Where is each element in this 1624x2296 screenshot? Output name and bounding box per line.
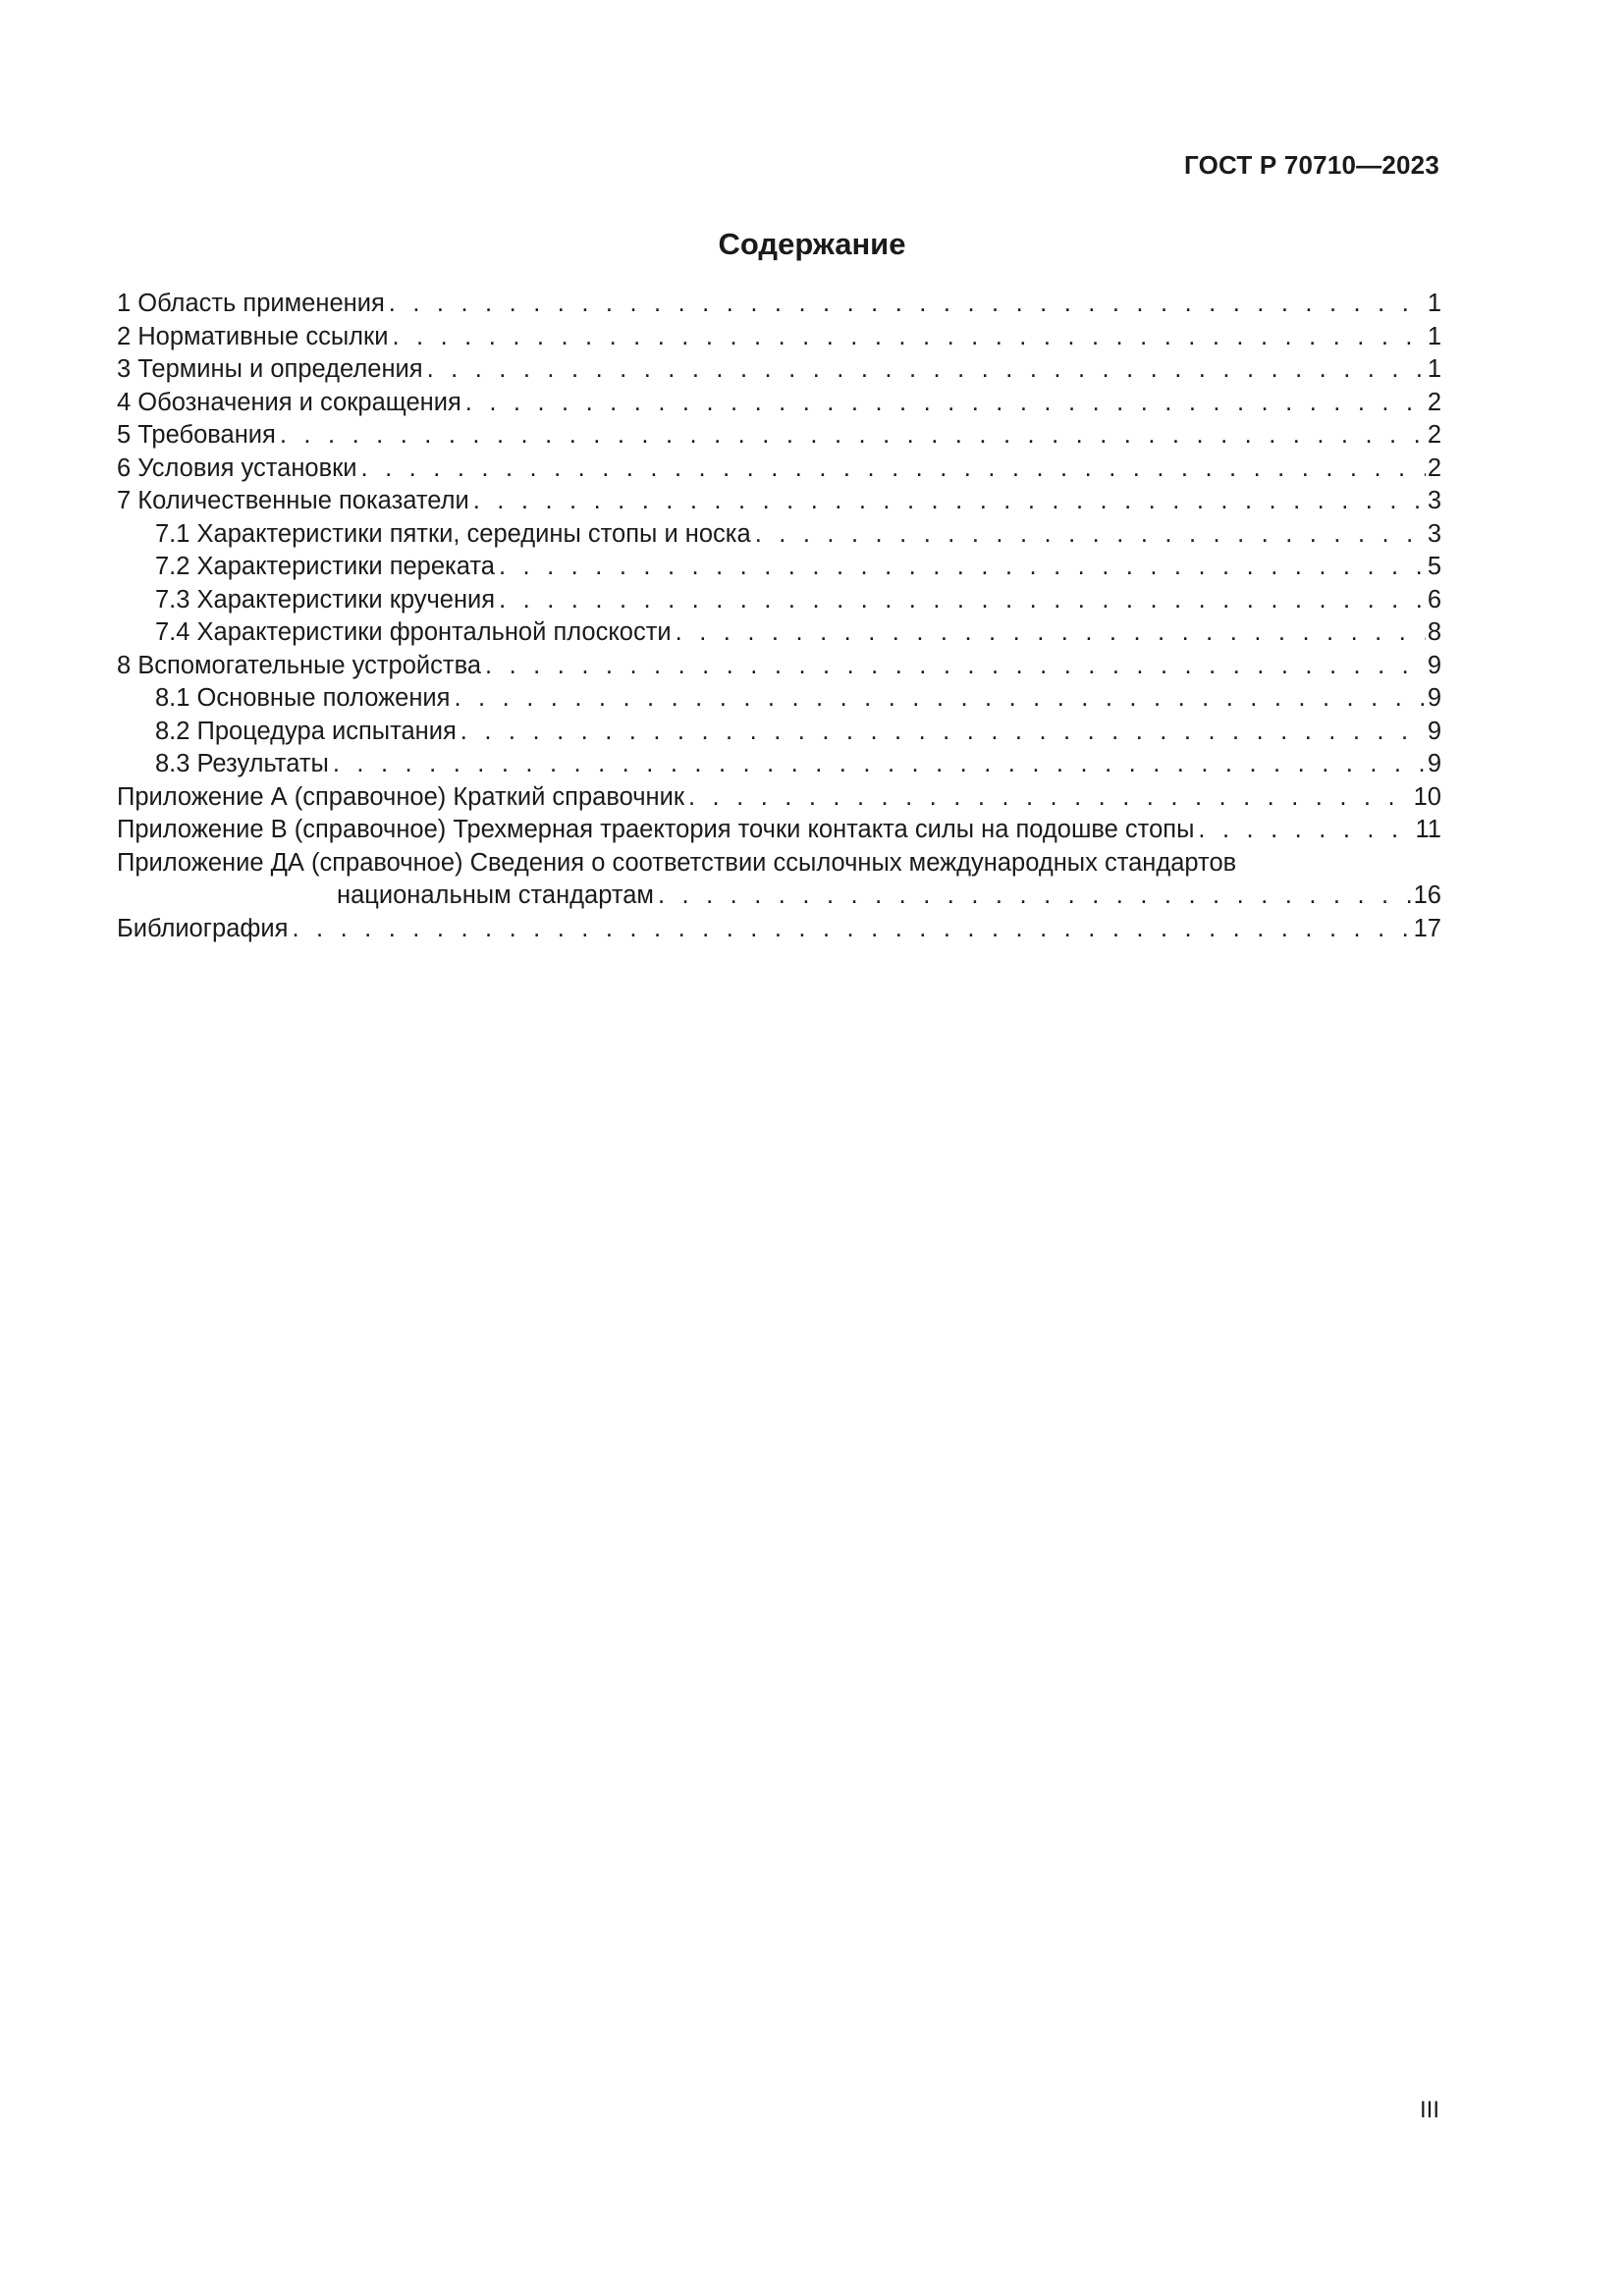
toc-entry-label: 1 Область применения xyxy=(117,290,385,317)
toc-subentry[interactable] xyxy=(117,584,1441,617)
toc-leader-dots xyxy=(460,716,1426,749)
toc-leader-dots xyxy=(688,781,1412,815)
toc-entry-label: Приложение В (справочное) Трехмерная траектория точки контакта силы на подошве стопы xyxy=(117,816,1195,843)
toc-leader-dots xyxy=(499,551,1426,584)
toc-entry-page: 16 xyxy=(1413,881,1441,909)
toc-entry[interactable] xyxy=(117,321,1441,354)
document-code: ГОСТ Р 70710—2023 xyxy=(1184,150,1439,180)
toc-entry-page: 2 xyxy=(1427,454,1441,482)
toc-leader-dots xyxy=(333,748,1426,781)
toc-entry-page: 9 xyxy=(1427,684,1441,712)
toc-entry-label: 6 Условия установки xyxy=(117,454,357,482)
toc-leader-dots xyxy=(389,288,1426,321)
table-of-contents xyxy=(117,288,1441,945)
toc-leader-dots xyxy=(676,616,1426,650)
toc-entry-page: 5 xyxy=(1427,553,1441,580)
toc-entry-page: 8 xyxy=(1427,618,1441,646)
toc-entry-label: Приложение ДА (справочное) Сведения о соответствии ссылочных международных стандартов xyxy=(117,848,1237,877)
toc-entry[interactable] xyxy=(117,814,1441,847)
toc-entry-page: 9 xyxy=(1427,750,1441,777)
toc-entry[interactable] xyxy=(117,353,1441,387)
toc-leader-dots xyxy=(454,682,1425,716)
toc-entry-label: 8.1 Основные положения xyxy=(155,684,451,712)
toc-entry-page: 9 xyxy=(1427,717,1441,745)
toc-entry-page: 6 xyxy=(1427,585,1441,614)
toc-leader-dots xyxy=(465,387,1426,420)
toc-entry-label: 7.2 Характеристики переката xyxy=(155,553,495,580)
toc-leader-dots xyxy=(658,880,1412,913)
toc-entry[interactable] xyxy=(117,781,1441,815)
toc-leader-dots xyxy=(292,913,1411,946)
toc-leader-dots xyxy=(1198,814,1413,847)
toc-entry-page: 9 xyxy=(1427,651,1441,679)
toc-entry-page: 17 xyxy=(1413,914,1441,942)
toc-entry-page: 1 xyxy=(1427,322,1441,350)
toc-entry-label: 7 Количественные показатели xyxy=(117,487,469,514)
toc-entry-label: национальным стандартам xyxy=(337,881,654,909)
toc-subentry[interactable] xyxy=(117,551,1441,584)
toc-entry-label: 4 Обозначения и сокращения xyxy=(117,388,461,416)
toc-entry[interactable] xyxy=(117,419,1441,453)
toc-entry[interactable] xyxy=(117,288,1441,321)
toc-entry-continuation[interactable] xyxy=(117,880,1441,913)
toc-entry-label: 2 Нормативные ссылки xyxy=(117,322,389,350)
toc-leader-dots xyxy=(485,650,1426,683)
toc-entry-label: 8.3 Результаты xyxy=(155,750,329,777)
toc-entry-label: Приложение А (справочное) Краткий справочник xyxy=(117,782,684,811)
toc-entry-page: 3 xyxy=(1427,519,1441,548)
toc-entry[interactable] xyxy=(117,913,1441,946)
toc-subentry[interactable] xyxy=(117,682,1441,716)
toc-leader-dots xyxy=(499,584,1426,617)
toc-entry-label: Библиография xyxy=(117,914,289,942)
toc-subentry[interactable] xyxy=(117,716,1441,749)
toc-leader-dots xyxy=(280,419,1426,453)
toc-entry-label: 8 Вспомогательные устройства xyxy=(117,651,482,679)
toc-entry-label: 5 Требования xyxy=(117,421,276,449)
toc-entry-label: 3 Термины и определения xyxy=(117,355,423,383)
toc-title: Содержание xyxy=(718,227,906,261)
toc-entry-page: 11 xyxy=(1415,816,1441,843)
toc-entry-page: 1 xyxy=(1427,290,1441,317)
toc-leader-dots xyxy=(361,453,1426,486)
toc-entry-page: 3 xyxy=(1427,487,1441,514)
toc-entry[interactable] xyxy=(117,387,1441,420)
toc-leader-dots xyxy=(427,353,1426,387)
toc-leader-dots xyxy=(473,485,1426,518)
toc-entry-page: 2 xyxy=(1427,421,1441,449)
toc-subentry[interactable] xyxy=(117,518,1441,552)
toc-entry-label: 8.2 Процедура испытания xyxy=(155,717,457,745)
toc-entry-label: 7.4 Характеристики фронтальной плоскости xyxy=(155,618,672,646)
toc-entry-label: 7.3 Характеристики кручения xyxy=(155,585,496,614)
toc-entry-label: 7.1 Характеристики пятки, середины стопы и носка xyxy=(155,519,751,548)
toc-entry[interactable] xyxy=(117,847,1441,881)
toc-subentry[interactable] xyxy=(117,748,1441,781)
toc-entry-page: 2 xyxy=(1427,388,1441,416)
toc-entry[interactable] xyxy=(117,485,1441,518)
toc-entry-page: 1 xyxy=(1427,355,1441,383)
toc-entry-page: 10 xyxy=(1413,782,1441,811)
toc-entry[interactable] xyxy=(117,453,1441,486)
toc-subentry[interactable] xyxy=(117,616,1441,650)
page-number: III xyxy=(1419,2097,1439,2123)
toc-leader-dots xyxy=(392,321,1425,354)
toc-entry[interactable] xyxy=(117,650,1441,683)
toc-leader-dots xyxy=(755,518,1426,552)
